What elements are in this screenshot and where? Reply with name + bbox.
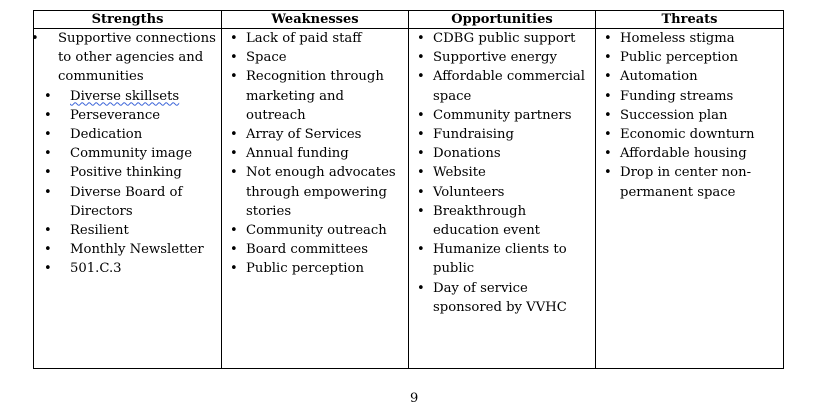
opportunities-cell	[409, 29, 596, 369]
strength-item: • Resilient	[34, 221, 221, 240]
weakness-item: • Not enough advocates through empowering stories	[222, 163, 408, 221]
threat-item: • Automation	[596, 67, 783, 86]
strengths-list	[34, 29, 221, 279]
threat-item: • Succession plan	[596, 106, 783, 125]
header-row	[34, 11, 784, 29]
swot-table	[33, 10, 784, 369]
threats-cell	[596, 29, 784, 369]
threats-header: Threats	[596, 11, 784, 29]
opportunity-item: • Donations	[409, 144, 595, 163]
weakness-item: • Lack of paid staff	[222, 29, 408, 48]
strength-item	[34, 87, 221, 106]
opportunity-item: • Website	[409, 163, 595, 182]
weakness-item: • Community outreach	[222, 221, 408, 240]
opportunities-header: Opportunities	[409, 11, 596, 29]
weakness-item: • Array of Services	[222, 125, 408, 144]
page-number: 9	[410, 391, 419, 406]
strengths-header: Strengths	[34, 11, 222, 29]
content-row	[34, 29, 784, 369]
strength-item: • Supportive connections to other agencies and communities	[34, 29, 221, 87]
threat-item: • Economic downturn	[596, 125, 783, 144]
weakness-item: • Space	[222, 48, 408, 67]
opportunity-item: • Supportive energy	[409, 48, 595, 67]
strength-item: • Dedication	[34, 125, 221, 144]
strengths-cell	[34, 29, 222, 369]
opportunity-item: • Volunteers	[409, 183, 595, 202]
opportunity-item: • Humanize clients to public	[409, 240, 595, 278]
opportunities-list	[409, 29, 595, 317]
opportunity-item: • Day of service sponsored by VVHC	[409, 279, 595, 317]
opportunity-item: • Fundraising	[409, 125, 595, 144]
strength-item: • 501.C.3	[34, 259, 221, 278]
weakness-item: • Public perception	[222, 259, 408, 278]
threats-list	[596, 29, 783, 202]
weaknesses-list	[222, 29, 408, 279]
weakness-item: • Recognition through marketing and outreach	[222, 67, 408, 125]
strength-item: • Positive thinking	[34, 163, 221, 182]
weakness-item: • Board committees	[222, 240, 408, 259]
opportunity-item: • Affordable commercial space	[409, 67, 595, 105]
threat-item: • Public perception	[596, 48, 783, 67]
opportunity-item: • CDBG public support	[409, 29, 595, 48]
opportunity-item: • Community partners	[409, 106, 595, 125]
strength-item: • Perseverance	[34, 106, 221, 125]
strength-item-text: Diverse skillsets	[70, 88, 180, 104]
threat-item: • Funding streams	[596, 87, 783, 106]
threat-item: • Drop in center non-permanent space	[596, 163, 783, 201]
opportunity-item: • Breakthrough education event	[409, 202, 595, 240]
strength-item: • Community image	[34, 144, 221, 163]
weakness-item: • Annual funding	[222, 144, 408, 163]
threat-item: • Affordable housing	[596, 144, 783, 163]
weaknesses-header: Weaknesses	[222, 11, 409, 29]
weaknesses-cell	[222, 29, 409, 369]
threat-item: • Homeless stigma	[596, 29, 783, 48]
strength-item: • Monthly Newsletter	[34, 240, 221, 259]
strength-item: • Diverse Board of Directors	[34, 183, 221, 221]
